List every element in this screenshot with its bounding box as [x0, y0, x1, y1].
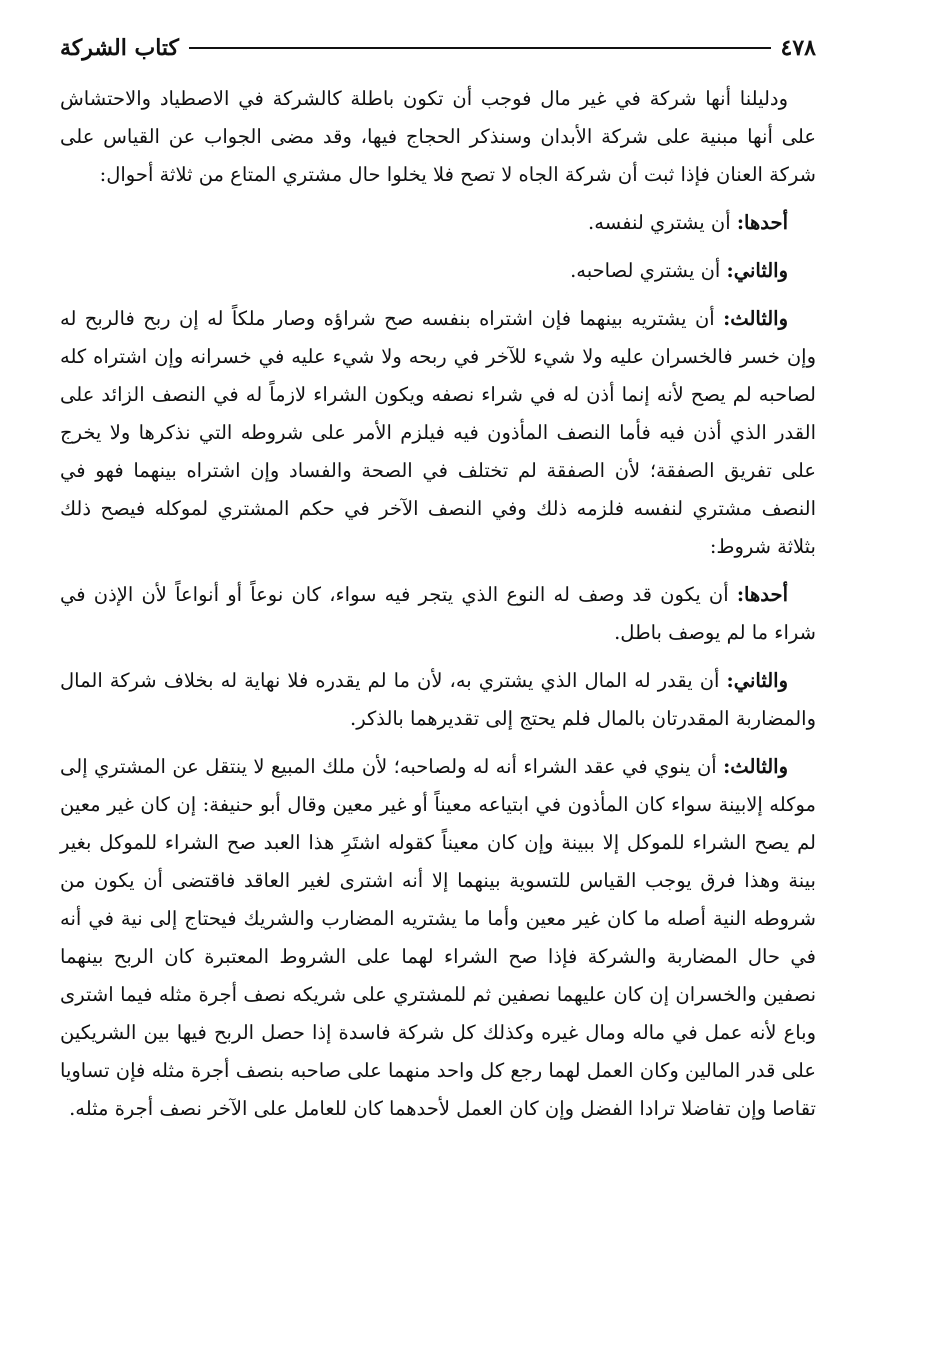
header-rule — [189, 47, 771, 49]
paragraph-text: ودليلنا أنها شركة في غير مال فوجب أن تكون باطلة كالشركة في الاصطياد والاحتشاش على أنها مبنية على شركة الأبدان وسنذكر الحجاج فيها، وقد مضى الجواب عن القياس على شركة العنان فإذا ثبت أن شركة الجاه لا تصح فلا يخلوا حال مشتري المتاع من ثلاثة أحوال: — [60, 87, 816, 186]
paragraph-lead: والثالث: — [723, 755, 788, 778]
body-text — [60, 80, 816, 1128]
paragraph-text: أن يشتريه بينهما فإن اشتراه بنفسه صح شراؤه وصار ملكاً له إن ربح فالربح له وإن خسر فالخسران عليه ولا شيء للآخر في ربحه ولا شيء عليه في خسرانه وإن اشتراه كله لصاحبه لم يصح لأنه إنما أذن له في شراء نصفه ويكون الشراء لازماً له في النصف الزائد على القدر الذي أذن فيه فأما النصف المأذون فيه فيلزم الأمر على شروطه التي نذكرها ولا يخرج على تفريق الصفقة؛ لأن الصفقة لم تختلف في الصحة والفساد وإن اشتراه بينهما فهو في النصف مشتري لنفسه فلزمه ذلك وفي النصف الآخر في حكم المشتري لموكله فيصح ذلك بثلاثة شروط: — [60, 307, 816, 558]
paragraph-text: أن يشتري لنفسه. — [588, 211, 737, 234]
paragraph-text: أن ينوي في عقد الشراء أنه له ولصاحبه؛ لأن ملك المبيع لا ينتقل عن المشتري إلى موكله إلابينة سواء كان المأذون في ابتياعه معيناً أو غير معين وقال أبو حنيفة: إن كان غير معين لم يصح الشراء للموكل إلا ببينة وإن كان معيناً كقوله اشتَرِ هذا العبد صح الشراء للموكل بغير بينة وهذا فرق يوجب القياس للتسوية بينهما إلا أنه اشترى لغير العاقد فاقتضى أن يكون من شروطه النية أصله ما كان غير معين وأما ما يشتريه المضارب والشريك فيحتاج إلى نية في أنه في حال المضاربة والشركة فإذا صح الشراء لهما على الشروط المعتبرة كان الربح بينهما نصفين والخسران إن كان عليهما نصفين ثم للمشتري على شريكه نصف أجرة مثله فيما اشترى وباع لأنه عمل في ماله ومال غيره وكذلك كل شركة فاسدة إذا حصل الربح فيها بين الشريكين على قدر المالين وكان العمل لهما رجع كل واحد منهما على صاحبه بنصف أجرة مثله فإن تساويا تقاصا وإن تفاضلا ترادا الفضل وإن كان العمل لأحدهما كان للعامل على الآخر نصف أجرة مثله. — [60, 755, 816, 1120]
paragraph — [60, 748, 816, 1128]
page-number: ٤٧٨ — [780, 35, 816, 61]
paragraph-text: أن يكون قد وصف له النوع الذي يتجر فيه سواء، كان نوعاً أو أنواعاً لأن الإذن في شراء ما لم يوصف باطل. — [60, 583, 816, 644]
paragraph-lead: والثالث: — [723, 307, 788, 330]
paragraph — [60, 662, 816, 738]
running-header — [60, 30, 816, 66]
paragraph — [60, 80, 816, 194]
paragraph — [60, 204, 816, 242]
running-title: كتاب الشركة — [60, 35, 180, 61]
paragraph-lead: والثاني: — [726, 669, 788, 692]
book-page — [60, 30, 816, 1330]
paragraph-lead: أحدها: — [736, 583, 788, 606]
paragraph-text: أن يقدر له المال الذي يشتري به، لأن ما لم يقدره فلا نهاية له بخلاف شركة المال والمضاربة المقدرتان بالمال فلم يحتج إلى تقديرهما بالذكر. — [60, 669, 816, 730]
paragraph — [60, 252, 816, 290]
paragraph — [60, 300, 816, 566]
paragraph — [60, 576, 816, 652]
paragraph-lead: أحدها: — [736, 211, 788, 234]
paragraph-lead: والثاني: — [726, 259, 788, 282]
paragraph-text: أن يشتري لصاحبه. — [570, 259, 727, 282]
